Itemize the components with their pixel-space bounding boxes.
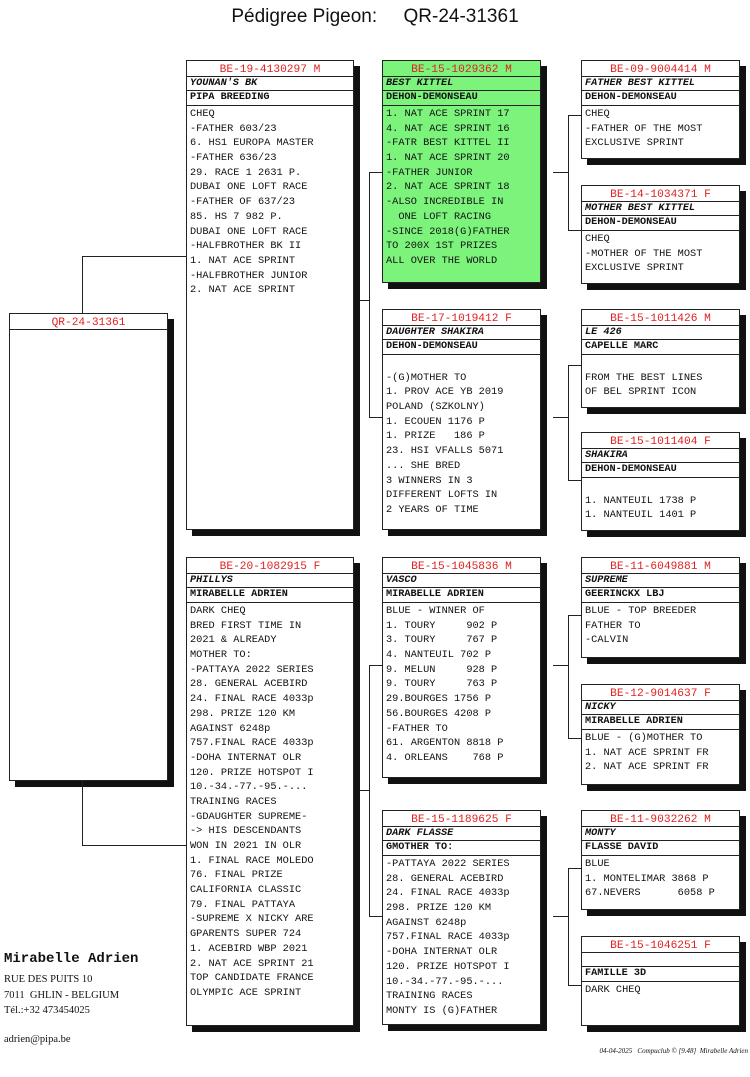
performance-line: 4. NANTEUIL 702 P — [386, 649, 492, 662]
connector-line — [369, 417, 382, 418]
ring-number: BE-19-4130297 M — [187, 61, 353, 77]
performance-line: 85. HS 7 982 P. — [190, 210, 283, 223]
dam-card — [186, 557, 354, 1026]
connector-line — [568, 868, 569, 986]
breeder-name: MIRABELLE ADRIEN — [187, 588, 353, 603]
sdd-card — [581, 432, 740, 531]
performance-line: -FATHER JUNIOR — [386, 166, 473, 179]
connector-line — [568, 985, 581, 986]
performance-line: TOP CANDIDATE FRANCE — [190, 972, 314, 985]
performance-line: 10.-34.-77.-95.-... — [386, 975, 504, 988]
ring-number: BE-11-9032262 M — [582, 811, 739, 827]
pigeon-name: MONTY — [582, 827, 739, 841]
connector-line — [568, 868, 581, 869]
connector-line — [354, 300, 369, 301]
owner-phone: Tél.:+32 473454025 — [4, 1005, 90, 1016]
pigeon-name: FATHER BEST KITTEL — [582, 77, 739, 91]
performance-line: -GDAUGHTER SUPREME- — [190, 810, 308, 823]
performance-line: 2 YEARS OF TIME — [386, 503, 479, 516]
performance-lines — [582, 856, 739, 901]
connector-line — [568, 230, 581, 231]
performance-line: 2. NAT ACE SPRINT 21 — [190, 957, 314, 970]
performance-line: -> HIS DESCENDANTS — [190, 825, 302, 838]
performance-line: 1. PRIZE 186 P — [386, 430, 485, 443]
performance-line: 4. ORLEANS 768 P — [386, 751, 504, 764]
ring-number: BE-15-1189625 F — [383, 811, 540, 827]
performance-line: MOTHER TO: — [190, 649, 252, 662]
performance-lines — [187, 603, 353, 1001]
performance-line: 2. NAT ACE SPRINT 18 — [386, 181, 510, 194]
performance-line: ... SHE BRED — [386, 459, 461, 472]
performance-line: 3 WINNERS IN 3 — [386, 474, 473, 487]
performance-line: -FATHER OF THE MOST — [585, 122, 703, 135]
ring-number: BE-15-1029362 M — [383, 61, 540, 77]
sire-sire-card — [382, 60, 541, 283]
performance-lines — [582, 603, 739, 648]
performance-line: -CALVIN — [585, 634, 629, 647]
performance-line: -FATR BEST KITTEL II — [386, 137, 510, 150]
performance-line: -SUPREME X NICKY ARE — [190, 913, 314, 926]
performance-line: -(G)MOTHER TO — [386, 371, 467, 384]
performance-line: -HALFBROTHER JUNIOR — [190, 269, 308, 282]
subject-ring-number: QR-24-31361 — [10, 314, 167, 330]
performance-line: MONTY IS (G)FATHER — [386, 1004, 498, 1017]
performance-line: 1. NAT ACE SPRINT 17 — [386, 108, 510, 120]
performance-line: TRAINING RACES — [190, 795, 277, 808]
performance-line: 29. RACE 1 2631 P. — [190, 166, 302, 179]
performance-line: BLUE — [585, 858, 610, 870]
ddd-card — [581, 936, 740, 1026]
performance-line: DUBAI ONE LOFT RACE — [190, 181, 308, 194]
breeder-name: DEHON-DEMONSEAU — [582, 463, 739, 478]
performance-line: EXCLUSIVE SPRINT — [585, 262, 684, 275]
connector-line — [369, 665, 382, 666]
breeder-name: DEHON-DEMONSEAU — [582, 216, 739, 231]
performance-line: DARK CHEQ — [190, 605, 246, 617]
breeder-name: MIRABELLE ADRIEN — [383, 588, 540, 603]
performance-line: -PATTAYA 2022 SERIES — [386, 858, 510, 870]
ring-number: BE-17-1019412 F — [383, 310, 540, 326]
performance-line: 56.BOURGES 4208 P — [386, 707, 492, 720]
performance-line: EXCLUSIVE SPRINT — [585, 137, 684, 150]
performance-line: BLUE - (G)MOTHER TO — [585, 732, 703, 744]
breeder-name: GMOTHER TO: — [383, 841, 540, 856]
ring-number: BE-20-1082915 F — [187, 558, 353, 574]
performance-line: 1. MONTELIMAR 3868 P — [585, 872, 709, 885]
performance-line: -FATHER TO — [386, 722, 448, 735]
performance-lines — [187, 106, 353, 298]
owner-name: Mirabelle Adrien — [4, 951, 139, 967]
performance-line: 2. NAT ACE SPRINT FR — [585, 761, 709, 774]
pigeon-name: VASCO — [383, 574, 540, 588]
pigeon-name: DAUGHTER SHAKIRA — [383, 326, 540, 340]
ring-number: BE-14-1034371 F — [582, 186, 739, 202]
connector-line — [568, 365, 569, 481]
performance-line: POLAND (SZKOLNY) — [386, 401, 485, 414]
performance-line: TO 200X 1ST PRIZES — [386, 240, 498, 253]
pigeon-name: MOTHER BEST KITTEL — [582, 202, 739, 216]
performance-line: 29.BOURGES 1756 P — [386, 693, 492, 706]
performance-line: 2. NAT ACE SPRINT — [190, 284, 296, 297]
performance-line: 76. FINAL PRIZE — [190, 869, 283, 882]
performance-line: 120. PRIZE HOTSPOT I — [386, 960, 510, 973]
breeder-name: DEHON-DEMONSEAU — [383, 340, 540, 355]
connector-line — [568, 615, 581, 616]
dds-card — [581, 810, 740, 910]
connector-line — [553, 417, 568, 418]
pigeon-name: LE 426 — [582, 326, 739, 340]
pigeon-name: SUPREME — [582, 574, 739, 588]
connector-line — [553, 665, 568, 666]
connector-line — [568, 738, 581, 739]
dam-dam-card — [382, 810, 541, 1025]
performance-line: 1. NANTEUIL 1401 P — [585, 509, 697, 522]
ring-number: BE-15-1011404 F — [582, 433, 739, 449]
performance-line: 24. FINAL RACE 4033p — [190, 693, 314, 706]
performance-line: 6. HS1 EUROPA MASTER — [190, 137, 314, 150]
connector-line — [369, 916, 382, 917]
performance-line: -FATHER 603/23 — [190, 122, 277, 135]
performance-line: OLYMPIC ACE SPRINT — [190, 986, 302, 999]
performance-line: OF BEL SPRINT ICON — [585, 386, 697, 399]
pigeon-name: SHAKIRA — [582, 449, 739, 463]
performance-line: 1. NAT ACE SPRINT — [190, 254, 296, 267]
breeder-name: FAMILLE 3D — [582, 967, 739, 982]
pigeon-name: PHILLYS — [187, 574, 353, 588]
performance-line: 79. FINAL PATTAYA — [190, 898, 296, 911]
pigeon-name: BEST KITTEL — [383, 77, 540, 91]
performance-line: 9. TOURY 763 P — [386, 678, 498, 691]
performance-line: AGAINST 6248p — [386, 916, 467, 929]
performance-line: -HALFBROTHER BK II — [190, 240, 302, 253]
performance-line: CHEQ — [585, 108, 610, 120]
performance-line: TRAINING RACES — [386, 990, 473, 1003]
connector-line — [82, 845, 187, 846]
performance-line: 3. TOURY 767 P — [386, 634, 498, 647]
ring-number: BE-09-9004414 M — [582, 61, 739, 77]
performance-line: 1. TOURY 902 P — [386, 619, 498, 632]
performance-line — [585, 356, 739, 371]
connector-line — [553, 172, 568, 173]
performance-lines — [383, 106, 540, 269]
performance-line: 2021 & ALREADY — [190, 634, 277, 647]
ring-number: BE-11-6049881 M — [582, 558, 739, 574]
owner-email: adrien@pipa.be — [4, 1034, 71, 1045]
performance-lines — [383, 856, 540, 1019]
dam-sire-card — [382, 557, 541, 778]
sds-card — [581, 309, 740, 408]
performance-line: 757.FINAL RACE 4033p — [190, 737, 314, 750]
performance-line: -FATHER 636/23 — [190, 152, 277, 165]
performance-line: 61. ARGENTON 8818 P — [386, 737, 504, 750]
performance-lines — [582, 355, 739, 400]
performance-line: -MOTHER OF THE MOST — [585, 247, 703, 260]
footer-credit: 04-04-2025 Compuclub © [9.48] Mirabelle Adrien — [599, 1047, 748, 1055]
performance-line: DUBAI ONE LOFT RACE — [190, 225, 308, 238]
performance-line: -DOHA INTERNAT OLR — [190, 751, 302, 764]
performance-lines — [383, 603, 540, 766]
performance-line: 1. ECOUEN 1176 P — [386, 415, 485, 428]
connector-line — [369, 172, 382, 173]
performance-line: -DOHA INTERNAT OLR — [386, 946, 498, 959]
performance-line: 1. NAT ACE SPRINT FR — [585, 746, 709, 759]
performance-line: ONE LOFT RACING — [386, 210, 492, 223]
performance-line: 24. FINAL RACE 4033p — [386, 887, 510, 900]
performance-line: 298. PRIZE 120 KM — [386, 902, 492, 915]
breeder-name: MIRABELLE ADRIEN — [582, 715, 739, 730]
connector-line — [568, 365, 581, 366]
connector-line — [82, 256, 187, 257]
performance-line: BLUE - TOP BREEDER — [585, 605, 697, 617]
performance-line: 1. ACEBIRD WBP 2021 — [190, 942, 308, 955]
page-title: Pédigree Pigeon: QR-24-31361 — [231, 6, 519, 27]
performance-line: 298. PRIZE 120 KM — [190, 707, 296, 720]
sss-card — [581, 60, 740, 159]
breeder-name: DEHON-DEMONSEAU — [383, 91, 540, 106]
performance-line: 10.-34.-77.-95.-... — [190, 781, 308, 794]
dss-card — [581, 557, 740, 658]
breeder-name: PIPA BREEDING — [187, 91, 353, 106]
performance-line: WON IN 2021 IN OLR — [190, 840, 302, 852]
performance-line: CHEQ — [585, 233, 610, 245]
pigeon-name: DARK FLASSE — [383, 827, 540, 841]
breeder-name: CAPELLE MARC — [582, 340, 739, 355]
performance-line: 28. GENERAL ACEBIRD — [386, 872, 504, 885]
connector-line — [568, 480, 581, 481]
connector-line — [553, 916, 568, 917]
performance-line: AGAINST 6248p — [190, 722, 271, 735]
performance-line: 1. NANTEUIL 1738 P — [585, 494, 697, 507]
sire-dam-card — [382, 309, 541, 530]
performance-line: 4. NAT ACE SPRINT 16 — [386, 122, 510, 135]
performance-line: BRED FIRST TIME IN — [190, 619, 302, 632]
connector-line — [354, 790, 369, 791]
connector-line — [568, 115, 569, 230]
pigeon-name: NICKY — [582, 701, 739, 715]
ssd-card — [581, 185, 740, 284]
performance-line: FROM THE BEST LINES — [585, 371, 703, 384]
connector-line — [568, 615, 569, 739]
performance-line: CHEQ — [190, 108, 215, 120]
sire-card — [186, 60, 354, 530]
connector-line — [82, 256, 83, 313]
connector-line — [369, 172, 370, 418]
pigeon-name: YOUNAN'S BK — [187, 77, 353, 91]
dsd-card — [581, 684, 740, 785]
performance-line: 9. MELUN 928 P — [386, 663, 498, 676]
subject-pigeon-card — [9, 313, 168, 781]
performance-lines — [383, 355, 540, 518]
ring-number: BE-15-1045836 M — [383, 558, 540, 574]
performance-line: DIFFERENT LOFTS IN — [386, 489, 498, 502]
performance-line: 1. PROV ACE YB 2019 — [386, 386, 504, 399]
performance-line: 67.NEVERS 6058 P — [585, 887, 715, 900]
pigeon-name — [582, 953, 739, 967]
owner-city: 7011 GHLIN - BELGIUM — [4, 990, 120, 1001]
performance-line: ALL OVER THE WORLD — [386, 254, 498, 267]
performance-line: 23. HSI VFALLS 5071 — [386, 445, 504, 458]
performance-line: CALIFORNIA CLASSIC — [190, 884, 302, 897]
performance-line: 28. GENERAL ACEBIRD — [190, 678, 308, 691]
performance-line: FATHER TO — [585, 619, 641, 632]
performance-line: BLUE - WINNER OF — [386, 605, 485, 617]
performance-line: -SINCE 2018(G)FATHER — [386, 225, 510, 238]
performance-lines — [582, 730, 739, 775]
connector-line — [369, 665, 370, 917]
performance-lines — [582, 231, 739, 276]
connector-line — [568, 115, 581, 116]
ring-number: BE-12-9014637 F — [582, 685, 739, 701]
performance-line — [386, 356, 540, 371]
performance-line: -ALSO INCREDIBLE IN — [386, 196, 504, 209]
breeder-name: GEERINCKX LBJ — [582, 588, 739, 603]
performance-line: 757.FINAL RACE 4033p — [386, 931, 510, 944]
performance-lines — [582, 478, 739, 523]
breeder-name: FLASSE DAVID — [582, 841, 739, 856]
ring-number: BE-15-1046251 F — [582, 937, 739, 953]
performance-lines — [582, 106, 739, 151]
performance-line — [585, 479, 739, 494]
performance-line: -PATTAYA 2022 SERIES — [190, 663, 314, 676]
ring-number: BE-15-1011426 M — [582, 310, 739, 326]
owner-street: RUE DES PUITS 10 — [4, 974, 93, 985]
performance-line: 1. FINAL RACE MOLEDO — [190, 854, 314, 867]
performance-line: -FATHER OF 637/23 — [190, 196, 296, 209]
performance-line: 120. PRIZE HOTSPOT I — [190, 766, 314, 779]
breeder-name: DEHON-DEMONSEAU — [582, 91, 739, 106]
performance-lines — [582, 982, 739, 998]
performance-line: 1. NAT ACE SPRINT 20 — [386, 152, 510, 165]
performance-line: GPARENTS SUPER 724 — [190, 928, 302, 941]
performance-line: DARK CHEQ — [585, 984, 641, 996]
connector-line — [82, 781, 83, 846]
